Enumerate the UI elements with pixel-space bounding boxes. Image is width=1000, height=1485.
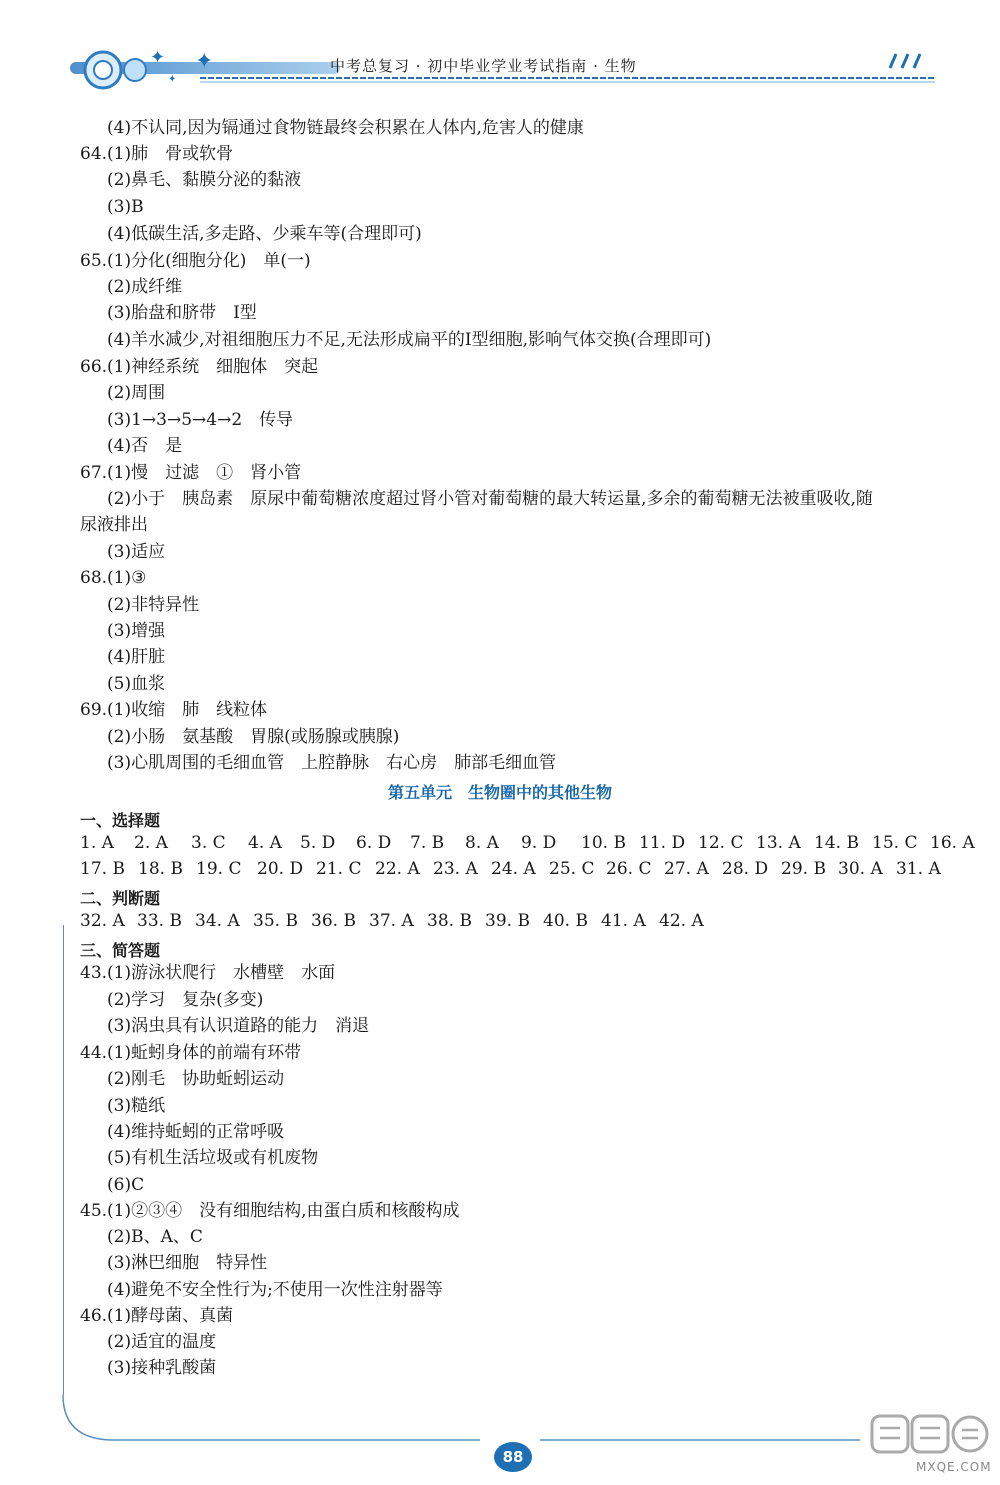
judge-answer: 33. B	[137, 911, 182, 931]
answer-line: 44.(1)蚯蚓身体的前端有环带	[80, 1043, 302, 1063]
answer-line: (4)否 是	[107, 436, 183, 456]
answer-line: (3)胎盘和脐带 Ⅰ型	[107, 303, 257, 323]
svg-text:✦: ✦	[150, 47, 166, 68]
choice-answer: 4. A	[248, 833, 282, 853]
judge-answer: 34. A	[195, 911, 240, 931]
choice-answer: 24. A	[491, 859, 536, 879]
choice-answer: 28. D	[722, 859, 769, 879]
answer-line: (3)涡虫具有认识道路的能力 消退	[107, 1016, 370, 1036]
answer-line: (2)B、A、C	[107, 1227, 203, 1247]
judge-row	[80, 911, 704, 931]
choice-answer: 31. A	[896, 859, 941, 879]
choice-row-2	[80, 859, 941, 879]
watermark-logo-icon	[870, 1408, 990, 1468]
choice-answer: 30. A	[838, 859, 883, 879]
answer-line: 65.(1)分化(细胞分化) 单(一)	[80, 251, 311, 271]
choice-answer: 10. B	[581, 833, 626, 853]
page-number: 88	[494, 1442, 532, 1472]
header-title: 中考总复习 · 初中毕业学业考试指南 · 生物	[330, 57, 637, 75]
judge-answer: 37. A	[369, 911, 414, 931]
judge-answer: 38. B	[427, 911, 472, 931]
answer-line: (4)避免不安全性行为;不使用一次性注射器等	[107, 1280, 443, 1300]
svg-text:✦: ✦	[168, 74, 177, 85]
answer-line: (2)小于 胰岛素 原尿中葡萄糖浓度超过肾小管对葡萄糖的最大转运量,多余的葡萄糖无法被重吸收,随	[107, 489, 873, 509]
answer-line: 66.(1)神经系统 细胞体 突起	[80, 357, 319, 377]
answer-line: 尿液排出	[80, 515, 148, 535]
choice-answer: 27. A	[664, 859, 709, 879]
answer-line: (2)适宜的温度	[107, 1332, 217, 1352]
judge-answer: 32. A	[80, 911, 125, 931]
answer-line: (3)1→3→5→4→2 传导	[107, 410, 294, 430]
answer-line: (5)血浆	[107, 674, 166, 694]
watermark-text: MXQE.COM	[916, 1460, 992, 1474]
judge-answer: 39. B	[485, 911, 530, 931]
choice-answer: 9. D	[521, 833, 557, 853]
answer-line: (3)糙纸	[107, 1096, 166, 1116]
choice-answer: 23. A	[433, 859, 478, 879]
choice-answer: 17. B	[80, 859, 125, 879]
answer-line: 68.(1)③	[80, 568, 147, 588]
choice-answer: 14. B	[814, 833, 859, 853]
answer-line: 69.(1)收缩 肺 线粒体	[80, 700, 268, 720]
choice-answer: 2. A	[134, 833, 168, 853]
choice-answer: 6. D	[356, 833, 392, 853]
choice-answer: 11. D	[639, 833, 686, 853]
answer-line: (3)心肌周围的毛细血管 上腔静脉 右心房 肺部毛细血管	[107, 753, 557, 773]
answer-line: (4)肝脏	[107, 647, 166, 667]
choice-answer: 18. B	[138, 859, 183, 879]
choice-answer: 26. C	[606, 859, 652, 879]
choice-answer: 29. B	[781, 859, 826, 879]
choice-answer: 16. A	[930, 833, 975, 853]
choice-answer: 5. D	[300, 833, 336, 853]
answer-line: (2)成纤维	[107, 277, 183, 297]
answer-line: (6)C	[107, 1175, 145, 1195]
answer-line: (3)接种乳酸菌	[107, 1358, 217, 1378]
choice-answer: 25. C	[549, 859, 595, 879]
answer-line: (2)刚毛 协助蚯蚓运动	[107, 1069, 285, 1089]
answer-line: (5)有机生活垃圾或有机废物	[107, 1148, 319, 1168]
choice-answer: 21. C	[316, 859, 362, 879]
answer-line: (3)B	[107, 197, 144, 217]
unit-title: 第五单元 生物圈中的其他生物	[387, 783, 612, 802]
choice-answer: 7. B	[410, 833, 445, 853]
judge-answer: 35. B	[253, 911, 298, 931]
choice-row-1	[80, 833, 975, 853]
answer-line: (3)适应	[107, 542, 166, 562]
judge-answer: 36. B	[311, 911, 356, 931]
choice-answer: 12. C	[698, 833, 744, 853]
section-heading: 三、简答题	[80, 941, 161, 960]
section-heading: 一、选择题	[80, 811, 161, 830]
header-decoration	[0, 0, 1000, 100]
answer-line: (2)小肠 氨基酸 胃腺(或肠腺或胰腺)	[107, 727, 400, 747]
section-heading: 二、判断题	[80, 889, 161, 908]
answer-line: (2)鼻毛、黏膜分泌的黏液	[107, 170, 302, 190]
answer-line: (4)低碳生活,多走路、少乘车等(合理即可)	[107, 224, 422, 244]
answer-line: (4)维持蚯蚓的正常呼吸	[107, 1122, 285, 1142]
answer-line: (2)周围	[107, 383, 166, 403]
svg-text:✦: ✦	[195, 49, 214, 74]
judge-answer: 42. A	[659, 911, 704, 931]
choice-answer: 3. C	[191, 833, 226, 853]
choice-answer: 22. A	[375, 859, 420, 879]
judge-answer: 40. B	[543, 911, 588, 931]
answer-line: (4)不认同,因为镉通过食物链最终会积累在人体内,危害人的健康	[107, 118, 584, 138]
choice-answer: 8. A	[465, 833, 499, 853]
page-header	[0, 0, 1000, 100]
judge-answer: 41. A	[601, 911, 646, 931]
answer-line: (2)学习 复杂(多变)	[107, 990, 264, 1010]
choice-answer: 19. C	[196, 859, 242, 879]
answer-line: 46.(1)酵母菌、真菌	[80, 1306, 234, 1326]
answer-line: 64.(1)肺 骨或软骨	[80, 144, 234, 164]
answer-line: (4)羊水减少,对祖细胞压力不足,无法形成扁平的Ⅰ型细胞,影响气体交换(合理即可)	[107, 330, 712, 350]
choice-answer: 13. A	[756, 833, 801, 853]
margin-rule	[63, 925, 64, 1395]
answer-line: 43.(1)游泳状爬行 水槽壁 水面	[80, 963, 336, 983]
answer-line: 67.(1)慢 过滤 ① 肾小管	[80, 463, 302, 483]
answer-line: (2)非特异性	[107, 595, 200, 615]
choice-answer: 15. C	[872, 833, 918, 853]
answer-line: (3)淋巴细胞 特异性	[107, 1253, 268, 1273]
answer-line: 45.(1)②③④ 没有细胞结构,由蛋白质和核酸构成	[80, 1201, 460, 1221]
choice-answer: 20. D	[257, 859, 304, 879]
answer-line: (3)增强	[107, 621, 166, 641]
choice-answer: 1. A	[80, 833, 114, 853]
